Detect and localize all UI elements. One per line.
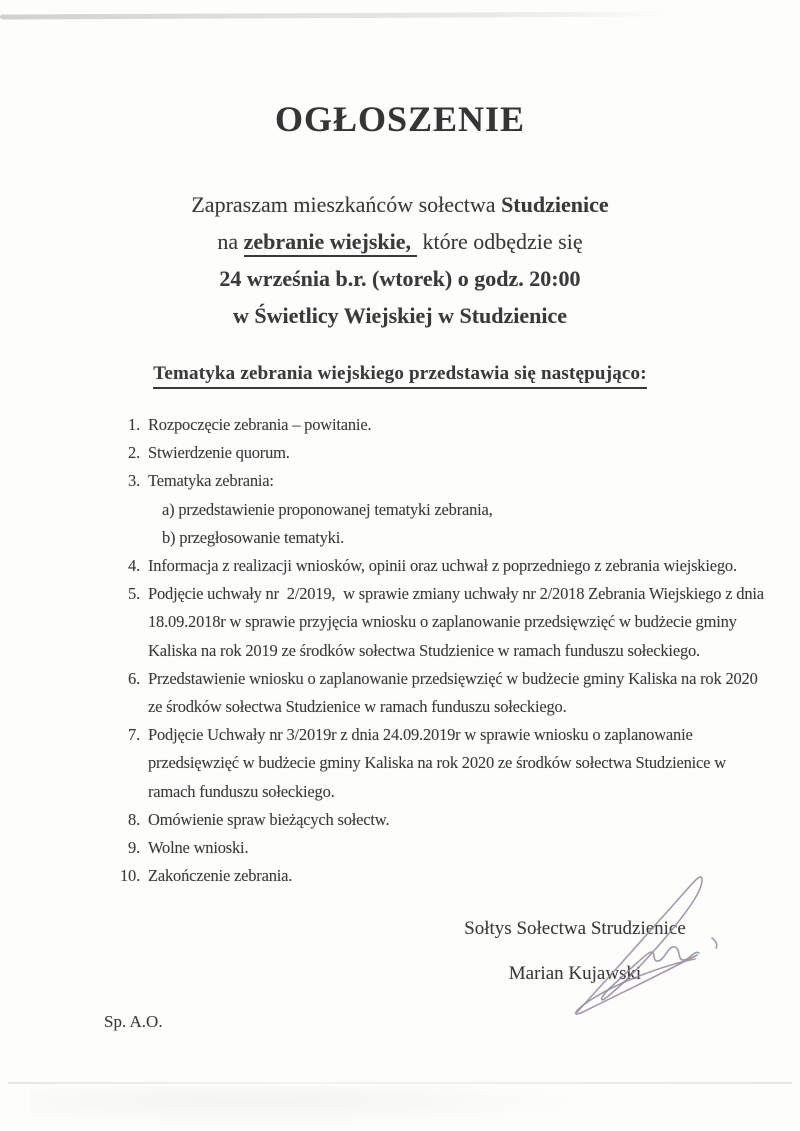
agenda-heading: Tematyka zebrania wiejskiego przedstawia się następująco: xyxy=(153,363,647,389)
scan-artifact-bottom-line xyxy=(8,1082,792,1084)
meeting-datetime-text: 24 września b.r. (wtorek) o godz. 20:00 xyxy=(219,266,581,291)
agenda-item-text: Rozpoczęcie zebrania – powitanie. xyxy=(148,415,372,434)
invitation-line-1 xyxy=(0,186,800,223)
invitation-line-1-text: Zapraszam mieszkańców sołectwa xyxy=(191,192,502,217)
agenda-item-number: 1. xyxy=(128,415,140,434)
agenda-list xyxy=(112,411,772,890)
agenda-subitem: a) przedstawienie proponowanej tematyki zebrania, xyxy=(162,499,493,519)
agenda-item xyxy=(112,834,772,862)
agenda-item-number: 4. xyxy=(128,556,140,576)
agenda-item xyxy=(112,439,772,467)
meeting-location-text: w Świetlicy Wiejskiej w Studzienice xyxy=(232,303,568,328)
agenda-item xyxy=(112,862,772,890)
agenda-item-text: Wolne wnioski. xyxy=(148,838,249,858)
agenda-item-number: 3. xyxy=(128,471,140,491)
scan-artifact-top-streak xyxy=(0,11,690,19)
meeting-type-underlined: zebranie wiejskie, xyxy=(244,229,417,257)
invitation-line-2 xyxy=(0,223,800,260)
invitation-line-2-prefix: na xyxy=(217,229,244,254)
invitation-line-2-suffix: które odbędzie się xyxy=(417,229,583,254)
agenda-item xyxy=(112,665,772,721)
agenda-item-number: 10. xyxy=(119,866,140,886)
meeting-location xyxy=(0,297,800,334)
scan-artifact-bottom-smudge xyxy=(30,1086,590,1126)
meeting-datetime xyxy=(0,260,800,297)
agenda-item xyxy=(112,411,772,439)
agenda-subitem: b) przegłosowanie tematyki. xyxy=(162,527,344,547)
agenda-item-number: 7. xyxy=(128,725,140,745)
agenda-item-text: Omówienie spraw bieżących sołectw. xyxy=(148,809,390,829)
document-title: OGŁOSZENIE xyxy=(274,99,526,139)
invitation-text xyxy=(0,186,800,334)
signer-role: Sołtys Sołectwa Strudzienice xyxy=(464,918,686,939)
agenda-item xyxy=(112,467,772,552)
agenda-item-text: Przedstawienie wniosku o zaplanowanie przedsięwzięć w budżecie gminy Kaliska na rok 2020 ze środków sołectwa Studzienice w ramach funduszu sołeckiego. xyxy=(148,668,762,717)
footer-note: Sp. A.O. xyxy=(104,1012,163,1031)
agenda-item xyxy=(112,806,772,834)
signature-block xyxy=(450,906,700,996)
agenda-item-text: Tematyka zebrania: a) przedstawienie proponowanej tematyki zebrania, b) przegłosowanie tematyki. xyxy=(148,467,772,552)
agenda-item-number: 6. xyxy=(128,668,140,688)
agenda-item-number: 5. xyxy=(128,584,140,604)
agenda-item-number: 9. xyxy=(128,838,140,858)
agenda-item-text: Informacja z realizacji wniosków, opinii oraz uchwał z poprzedniego z zebrania wiejskiego. xyxy=(148,556,737,576)
village-name: Studzienice xyxy=(501,192,609,217)
agenda-item-text: Stwierdzenie quorum. xyxy=(148,443,290,463)
agenda-item xyxy=(112,721,772,806)
agenda-item-number: 8. xyxy=(128,809,140,829)
agenda-item-number: 2. xyxy=(128,443,140,463)
agenda-heading-row xyxy=(0,363,800,389)
signer-name: Marian Kujawski xyxy=(508,963,642,984)
agenda-item-text: Podjęcie uchwały nr 2/2019, w sprawie zmiany uchwały nr 2/2018 Zebrania Wiejskiego z dnia 18.09.2018r w sprawie przyjęcia wniosku o zaplanowanie przedsięwzięć w budżecie gminy Kaliska na rok 2019 ze środków sołectwa Studzienice w ramach funduszu sołeckiego. xyxy=(148,584,768,660)
agenda-item xyxy=(112,552,772,580)
agenda-item xyxy=(112,580,772,665)
agenda-item-text: Podjęcie Uchwały nr 3/2019r z dnia 24.09.2019r w sprawie wniosku o zaplanowanie przedsięwzięć w budżecie gminy Kaliska na rok 2020 ze środków sołectwa Studzienice w ramach funduszu sołeckiego. xyxy=(148,725,730,801)
agenda-item-text: Zakończenie zebrania. xyxy=(148,866,293,886)
